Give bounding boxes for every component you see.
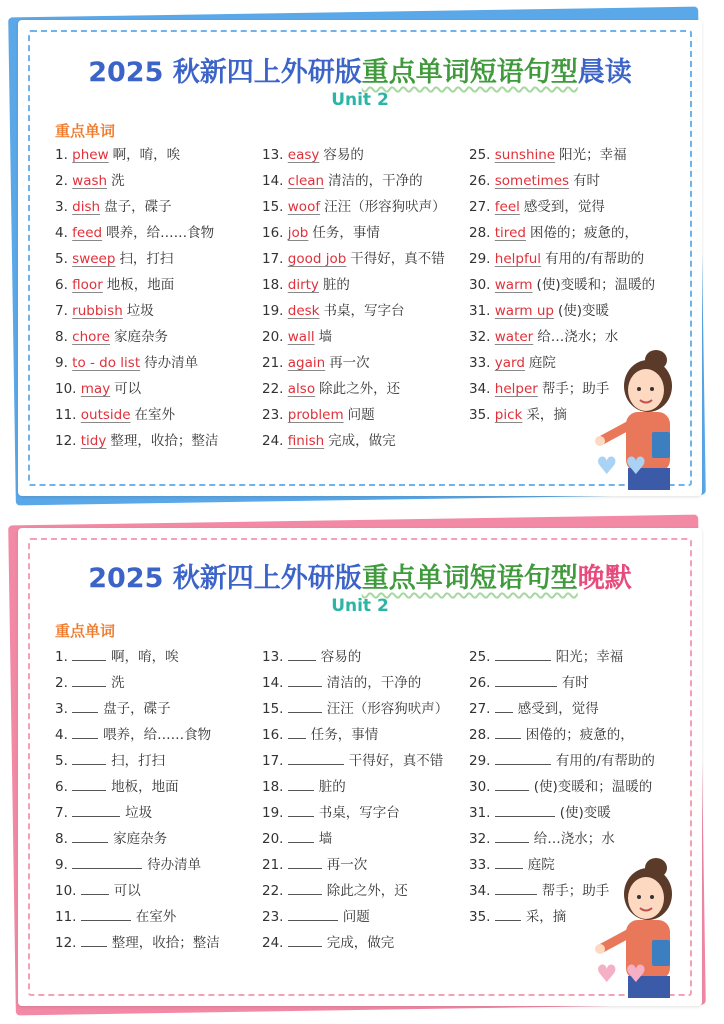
- english-word: sometimes: [494, 173, 570, 189]
- word-item: [469, 197, 605, 217]
- answer-blank[interactable]: [288, 776, 314, 791]
- word-item: [55, 880, 141, 901]
- item-number: 9.: [55, 857, 73, 873]
- word-item: [55, 750, 165, 771]
- word-item: [469, 906, 566, 927]
- chinese-meaning: (使)变暖和；温暖的: [533, 779, 653, 795]
- english-word: helper: [494, 381, 538, 397]
- answer-blank[interactable]: [495, 672, 557, 687]
- english-word: again: [287, 355, 326, 371]
- chinese-meaning: 感受到，觉得: [523, 199, 605, 215]
- answer-blank[interactable]: [495, 880, 537, 895]
- item-number: 10.: [55, 381, 81, 397]
- english-word: job: [287, 225, 309, 241]
- chinese-meaning: 喂养，给……食物: [103, 727, 212, 743]
- chinese-meaning: 啊，唷，唉: [111, 649, 179, 665]
- word-item: [55, 223, 214, 243]
- word-item: [55, 171, 125, 191]
- chinese-meaning: 盘子，碟子: [103, 701, 171, 717]
- word-item: [262, 197, 446, 217]
- word-item: [262, 431, 396, 451]
- item-number: 26.: [469, 173, 495, 189]
- answer-blank[interactable]: [288, 646, 316, 661]
- chinese-meaning: 问题: [347, 407, 375, 423]
- answer-blank[interactable]: [72, 698, 98, 713]
- item-number: 18.: [262, 779, 288, 795]
- word-item: [469, 698, 599, 719]
- item-number: 14.: [262, 675, 288, 691]
- chinese-meaning: 在室外: [135, 909, 177, 925]
- english-word: may: [80, 381, 111, 397]
- evening-title-main: 2025 秋新四上外研版: [88, 563, 362, 594]
- chinese-meaning: (使)变暖和；温暖的: [536, 277, 656, 293]
- answer-blank[interactable]: [288, 906, 338, 921]
- item-number: 27.: [469, 199, 495, 215]
- item-number: 23.: [262, 407, 288, 423]
- item-number: 14.: [262, 173, 288, 189]
- item-number: 1.: [55, 147, 73, 163]
- word-item: [55, 353, 198, 373]
- item-number: 2.: [55, 173, 73, 189]
- answer-blank[interactable]: [288, 672, 322, 687]
- item-number: 3.: [55, 199, 73, 215]
- word-item: [55, 828, 167, 849]
- answer-blank[interactable]: [288, 802, 314, 817]
- chinese-meaning: 整理，收拾；整洁: [111, 935, 220, 951]
- word-item: [469, 301, 609, 321]
- chinese-meaning: (使)变暖: [557, 303, 610, 319]
- item-number: 1.: [55, 649, 73, 665]
- chinese-meaning: 书桌，写字台: [323, 303, 405, 319]
- answer-blank[interactable]: [72, 646, 106, 661]
- item-number: 20.: [262, 831, 288, 847]
- item-number: 29.: [469, 753, 495, 769]
- answer-blank[interactable]: [72, 724, 98, 739]
- word-item: [262, 724, 378, 745]
- chinese-meaning: 问题: [342, 909, 370, 925]
- word-item: [55, 672, 125, 693]
- item-number: 22.: [262, 381, 288, 397]
- item-number: 32.: [469, 831, 495, 847]
- chinese-meaning: 汪汪（形容狗吠声）: [326, 701, 449, 717]
- word-item: [469, 672, 589, 693]
- answer-blank[interactable]: [72, 672, 106, 687]
- morning-title: [18, 50, 702, 89]
- chinese-meaning: 扫，打扫: [111, 753, 166, 769]
- english-word: warm up: [494, 303, 554, 319]
- word-item: [469, 854, 555, 875]
- chinese-meaning: 清洁的，干净的: [326, 675, 422, 691]
- word-item: [55, 802, 152, 823]
- item-number: 8.: [55, 329, 73, 345]
- word-item: [55, 431, 218, 451]
- chinese-meaning: 可以: [113, 883, 141, 899]
- word-item: [55, 724, 211, 745]
- chinese-meaning: 再一次: [326, 857, 368, 873]
- word-item: [469, 646, 623, 667]
- word-item: [262, 880, 408, 901]
- english-word: phew: [72, 147, 109, 163]
- word-item: [262, 171, 423, 191]
- answer-blank[interactable]: [495, 828, 529, 843]
- word-item: [55, 275, 174, 295]
- item-number: 16.: [262, 727, 288, 743]
- word-item: [262, 750, 443, 771]
- word-item: [469, 145, 627, 165]
- item-number: 11.: [55, 909, 81, 925]
- word-item: [262, 301, 405, 321]
- word-item: [55, 405, 175, 425]
- word-item: [469, 750, 655, 771]
- item-number: 4.: [55, 727, 73, 743]
- answer-blank[interactable]: [288, 698, 322, 713]
- evening-title: [18, 556, 702, 595]
- word-item: [262, 776, 346, 797]
- chinese-meaning: 在室外: [134, 407, 176, 423]
- word-item: [262, 906, 370, 927]
- word-item: [262, 327, 332, 347]
- chinese-meaning: 家庭杂务: [113, 329, 168, 345]
- answer-blank[interactable]: [72, 802, 120, 817]
- chinese-meaning: 洗: [111, 675, 125, 691]
- chinese-meaning: 墙: [318, 329, 333, 345]
- chinese-meaning: 容易的: [323, 147, 364, 163]
- word-item: [262, 672, 421, 693]
- answer-blank[interactable]: [72, 828, 108, 843]
- item-number: 26.: [469, 675, 495, 691]
- item-number: 12.: [55, 433, 81, 449]
- item-number: 13.: [262, 147, 288, 163]
- chinese-meaning: 任务，事情: [310, 727, 379, 743]
- item-number: 35.: [469, 909, 495, 925]
- english-word: feed: [72, 225, 103, 241]
- chinese-meaning: 垃圾: [125, 805, 153, 821]
- item-number: 33.: [469, 355, 495, 371]
- answer-blank[interactable]: [81, 906, 131, 921]
- item-number: 33.: [469, 857, 495, 873]
- word-item: [262, 275, 350, 295]
- chinese-meaning: 洗: [111, 173, 125, 189]
- item-number: 30.: [469, 779, 495, 795]
- word-item: [469, 776, 652, 797]
- item-number: 4.: [55, 225, 73, 241]
- chinese-meaning: 任务，事情: [312, 225, 380, 241]
- chinese-meaning: 感受到，觉得: [517, 701, 599, 717]
- english-word: tired: [494, 225, 526, 241]
- book: [652, 432, 670, 458]
- answer-blank[interactable]: [288, 750, 344, 765]
- english-word: finish: [287, 433, 325, 449]
- item-number: 9.: [55, 355, 73, 371]
- word-item: [262, 353, 370, 373]
- chinese-meaning: 阳光；幸福: [559, 147, 627, 163]
- item-number: 7.: [55, 303, 73, 319]
- english-word: easy: [287, 147, 320, 163]
- answer-blank[interactable]: [495, 802, 555, 817]
- english-word: yard: [494, 355, 525, 371]
- answer-blank[interactable]: [495, 698, 513, 713]
- item-number: 34.: [469, 883, 495, 899]
- answer-blank[interactable]: [288, 880, 322, 895]
- chinese-meaning: 墙: [318, 831, 333, 847]
- item-number: 20.: [262, 329, 288, 345]
- english-word: tidy: [80, 433, 107, 449]
- chinese-meaning: 有时: [561, 675, 589, 691]
- chinese-meaning: 有时: [573, 173, 601, 189]
- word-item: [55, 197, 172, 217]
- english-word: sweep: [72, 251, 116, 267]
- chinese-meaning: 脏的: [322, 277, 350, 293]
- item-number: 3.: [55, 701, 73, 717]
- english-word: warm: [494, 277, 533, 293]
- arm-pointing: [602, 426, 628, 440]
- item-number: 35.: [469, 407, 495, 423]
- word-item: [55, 698, 171, 719]
- chinese-meaning: 除此之外，还: [319, 381, 401, 397]
- item-number: 17.: [262, 753, 288, 769]
- chinese-meaning: 清洁的，干净的: [328, 173, 423, 189]
- word-item: [55, 379, 141, 399]
- item-number: 15.: [262, 701, 288, 717]
- answer-blank[interactable]: [495, 854, 523, 869]
- evening-title-highlight: 重点单词短语句型: [361, 563, 578, 594]
- english-word: desk: [287, 303, 320, 319]
- item-number: 28.: [469, 727, 495, 743]
- word-item: [262, 249, 445, 269]
- answer-blank[interactable]: [72, 776, 106, 791]
- chinese-meaning: 再一次: [329, 355, 370, 371]
- word-item: [262, 828, 332, 849]
- chinese-meaning: 有用的/有帮助的: [555, 753, 655, 769]
- evening-card: [18, 528, 702, 1006]
- chinese-meaning: 阳光；幸福: [555, 649, 624, 665]
- english-word: to - do list: [72, 355, 141, 371]
- word-item: [469, 223, 638, 243]
- chinese-meaning: 帮手；助手: [541, 883, 610, 899]
- word-item: [469, 275, 655, 295]
- evening-section-heading: 重点单词: [55, 622, 116, 640]
- item-number: 18.: [262, 277, 288, 293]
- word-item: [469, 353, 556, 373]
- morning-title-suffix: 晨读: [577, 57, 632, 88]
- chinese-meaning: 整理，收拾；整洁: [110, 433, 219, 449]
- english-word: problem: [287, 407, 344, 423]
- item-number: 6.: [55, 277, 73, 293]
- item-number: 19.: [262, 303, 288, 319]
- chinese-meaning: 完成，做完: [328, 433, 396, 449]
- answer-blank[interactable]: [288, 854, 322, 869]
- chinese-meaning: 啊，唷，唉: [112, 147, 181, 163]
- item-number: 6.: [55, 779, 73, 795]
- word-item: [55, 249, 173, 269]
- morning-title-main: 2025 秋新四上外研版: [88, 57, 362, 88]
- morning-unit-label: Unit 2: [331, 90, 389, 110]
- english-word: dirty: [287, 277, 319, 293]
- word-item: [262, 223, 380, 243]
- answer-blank[interactable]: [81, 880, 109, 895]
- english-word: water: [494, 329, 534, 345]
- english-word: dish: [72, 199, 101, 215]
- chinese-meaning: 汪汪（形容狗吠声）: [324, 199, 446, 215]
- english-word: helpful: [494, 251, 542, 267]
- chinese-meaning: 书桌，写字台: [318, 805, 400, 821]
- item-number: 28.: [469, 225, 495, 241]
- chinese-meaning: 喂养，给……食物: [106, 225, 215, 241]
- chinese-meaning: 帮手；助手: [541, 381, 610, 397]
- english-word: chore: [72, 329, 110, 345]
- chinese-meaning: 除此之外，还: [326, 883, 408, 899]
- chinese-meaning: 给…浇水；水: [533, 831, 615, 847]
- item-number: 17.: [262, 251, 288, 267]
- item-number: 30.: [469, 277, 495, 293]
- word-item: [262, 379, 400, 399]
- word-item: [262, 405, 375, 425]
- morning-title-highlight: 重点单词短语句型: [361, 57, 578, 88]
- english-word: good job: [287, 251, 347, 267]
- item-number: 23.: [262, 909, 288, 925]
- english-word: sunshine: [494, 147, 556, 163]
- answer-blank[interactable]: [495, 776, 529, 791]
- answer-blank[interactable]: [81, 932, 107, 947]
- chinese-meaning: 有用的/有帮助的: [545, 251, 645, 267]
- item-number: 2.: [55, 675, 73, 691]
- chinese-meaning: 庭院: [528, 355, 556, 371]
- chinese-meaning: 完成，做完: [326, 935, 395, 951]
- english-word: outside: [80, 407, 131, 423]
- word-item: [262, 646, 361, 667]
- item-number: 21.: [262, 355, 288, 371]
- english-word: woof: [287, 199, 321, 215]
- evening-heart-icons: ♥ ♥: [596, 960, 647, 988]
- english-word: feel: [494, 199, 520, 215]
- evening-unit-label: Unit 2: [331, 596, 389, 616]
- item-number: 32.: [469, 329, 495, 345]
- chinese-meaning: 待办清单: [144, 355, 199, 371]
- evening-title-suffix: 晚默: [577, 563, 632, 594]
- word-item: [262, 802, 400, 823]
- item-number: 15.: [262, 199, 288, 215]
- chinese-meaning: 家庭杂务: [113, 831, 168, 847]
- word-item: [469, 405, 567, 425]
- word-item: [55, 854, 201, 875]
- english-word: pick: [494, 407, 523, 423]
- item-number: 24.: [262, 433, 288, 449]
- english-word: wash: [72, 173, 108, 189]
- item-number: 34.: [469, 381, 495, 397]
- answer-blank[interactable]: [495, 646, 551, 661]
- item-number: 5.: [55, 753, 73, 769]
- chinese-meaning: 干得好，真不错: [348, 753, 444, 769]
- word-item: [55, 327, 168, 347]
- chinese-meaning: 采，摘: [525, 909, 567, 925]
- word-item: [262, 145, 364, 165]
- answer-blank[interactable]: [495, 906, 521, 921]
- answer-blank[interactable]: [288, 828, 314, 843]
- chinese-meaning: 脏的: [318, 779, 346, 795]
- item-number: 25.: [469, 649, 495, 665]
- word-item: [262, 854, 367, 875]
- morning-section-heading: 重点单词: [55, 122, 116, 140]
- english-word: clean: [287, 173, 325, 189]
- item-number: 31.: [469, 303, 495, 319]
- item-number: 22.: [262, 883, 288, 899]
- chinese-meaning: 可以: [114, 381, 142, 397]
- item-number: 19.: [262, 805, 288, 821]
- item-number: 13.: [262, 649, 288, 665]
- word-item: [55, 301, 154, 321]
- english-word: rubbish: [72, 303, 123, 319]
- morning-card: [18, 20, 702, 496]
- chinese-meaning: 待办清单: [147, 857, 202, 873]
- answer-blank[interactable]: [288, 724, 306, 739]
- chinese-meaning: (使)变暖: [559, 805, 611, 821]
- english-word: also: [287, 381, 316, 397]
- chinese-meaning: 容易的: [320, 649, 362, 665]
- answer-blank[interactable]: [288, 932, 322, 947]
- item-number: 8.: [55, 831, 73, 847]
- answer-blank[interactable]: [495, 750, 551, 765]
- item-number: 29.: [469, 251, 495, 267]
- chinese-meaning: 采，摘: [526, 407, 567, 423]
- item-number: 16.: [262, 225, 288, 241]
- item-number: 24.: [262, 935, 288, 951]
- word-item: [469, 828, 615, 849]
- item-number: 21.: [262, 857, 288, 873]
- morning-heart-icons: ♥ ♥: [596, 452, 647, 480]
- english-word: wall: [287, 329, 315, 345]
- item-number: 5.: [55, 251, 73, 267]
- chinese-meaning: 地板，地面: [111, 779, 179, 795]
- item-number: 25.: [469, 147, 495, 163]
- answer-blank[interactable]: [72, 750, 106, 765]
- chinese-meaning: 垃圾: [126, 303, 154, 319]
- chinese-meaning: 困倦的；疲惫的，: [525, 727, 634, 743]
- item-number: 7.: [55, 805, 73, 821]
- chinese-meaning: 庭院: [527, 857, 555, 873]
- item-number: 10.: [55, 883, 81, 899]
- item-number: 12.: [55, 935, 81, 951]
- chinese-meaning: 地板，地面: [106, 277, 175, 293]
- word-item: [55, 776, 179, 797]
- word-item: [469, 802, 611, 823]
- answer-blank[interactable]: [72, 854, 142, 869]
- answer-blank[interactable]: [495, 724, 521, 739]
- word-item: [469, 249, 644, 269]
- item-number: 31.: [469, 805, 495, 821]
- item-number: 11.: [55, 407, 81, 423]
- word-item: [469, 171, 600, 191]
- word-item: [262, 932, 394, 953]
- chinese-meaning: 扫，打扫: [119, 251, 174, 267]
- chinese-meaning: 盘子，碟子: [104, 199, 172, 215]
- chinese-meaning: 给…浇水；水: [537, 329, 619, 345]
- chinese-meaning: 干得好，真不错: [350, 251, 445, 267]
- word-item: [262, 698, 448, 719]
- word-item: [55, 145, 180, 165]
- word-item: [55, 932, 220, 953]
- english-word: floor: [72, 277, 103, 293]
- chinese-meaning: 困倦的；疲惫的，: [529, 225, 638, 241]
- face: [628, 369, 664, 411]
- word-item: [55, 646, 179, 667]
- item-number: 27.: [469, 701, 495, 717]
- word-item: [469, 724, 634, 745]
- word-item: [55, 906, 176, 927]
